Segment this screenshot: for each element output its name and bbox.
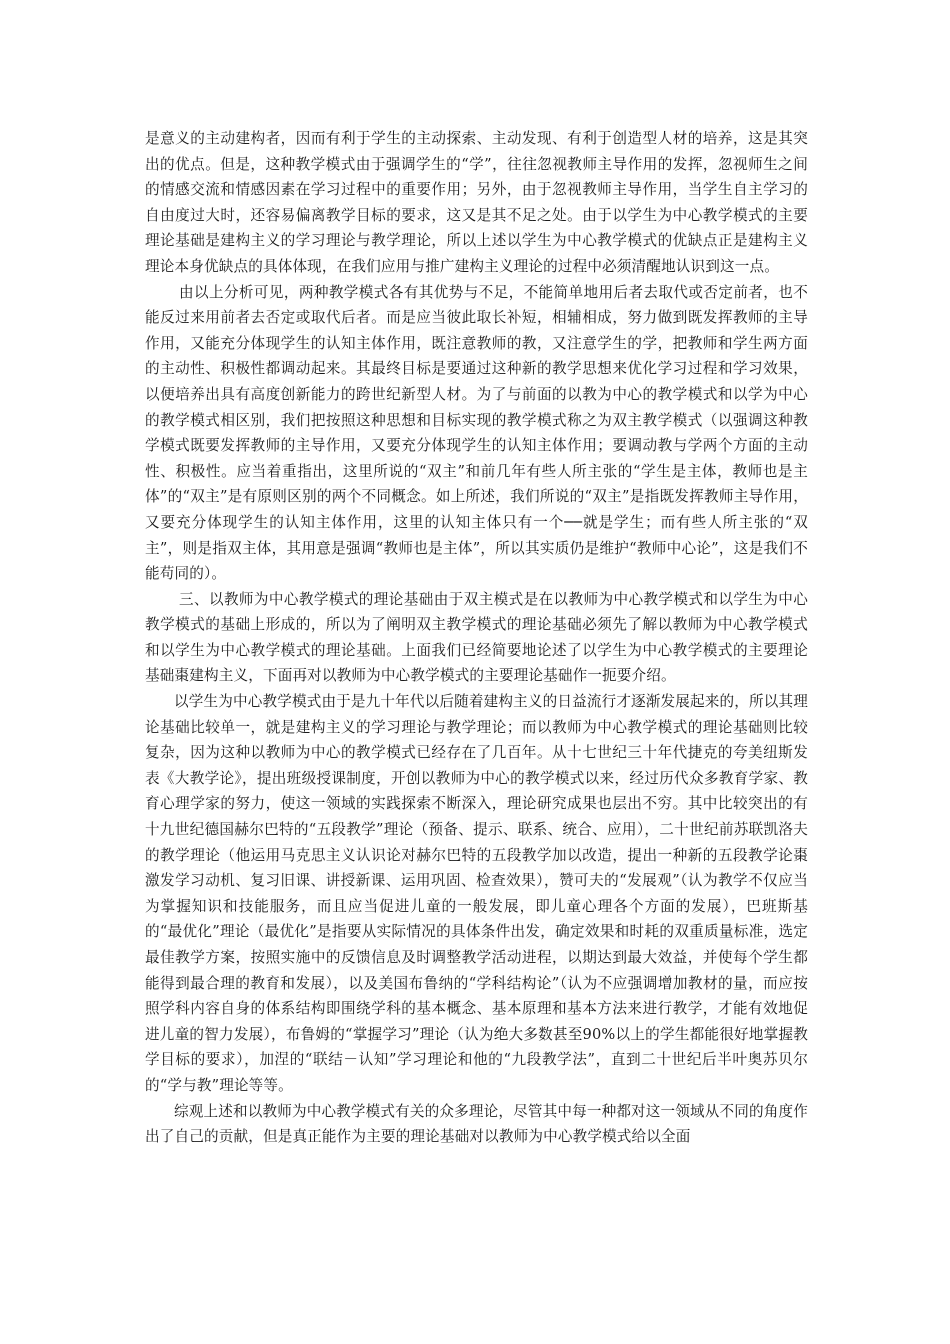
- paragraph-4: 以学生为中心教学模式由于是九十年代以后随着建构主义的日益流行才逐渐发展起来的，所以其理论基础比较单一，就是建构主义的学习理论与教学理论；而以教师为中心教学模式的理论基础则比较复杂，因为这种以教师为中心的教学模式已经存在了几百年。从十七世纪三十年代捷克的夸美纽斯发表《大教学论》，提出班级授课制度，开创以教师为中心的教学模式以来，经过历代众多教育学家、教育心理学家的努力，使这一领域的实践探索不断深入，理论研究成果也层出不穷。其中比较突出的有十九世纪德国赫尔巴特的“五段教学”理论（预备、提示、联系、统合、应用），二十世纪前苏联凯洛夫的教学理论（他运用马克思主义认识论对赫尔巴特的五段教学加以改造，提出一种新的五段教学论棗激发学习动机、复习旧课、讲授新课、运用巩固、检查效果），赞可夫的“发展观”（认为教学不仅应当为掌握知识和技能服务，而且应当促进儿童的一般发展，即儿童心理各个方面的发展），巴班斯基的“最优化”理论（最优化”是指要从实际情况的具体条件出发，确定效果和时耗的双重质量标准，选定最佳教学方案，按照实施中的反馈信息及时调整教学活动进程，以期达到最大效益，并使每个学生都能得到最合理的教育和发展），以及美国布鲁纳的“学科结构论”（认为不应强调增加教材的量，而应按照学科内容自身的体系结构即围绕学科的基本概念、基本原理和基本方法来进行教学，才能有效地促进儿童的智力发展），布鲁姆的“掌握学习”理论（认为绝大多数甚至90%以上的学生都能很好地掌握教学目标的要求），加涅的“联结－认知”学习理论和他的“九段教学法”，直到二十世纪后半叶奥苏贝尔的“学与教”理论等等。: [145, 693, 808, 1094]
- paragraph-1: 是意义的主动建构者，因而有利于学生的主动探索、主动发现、有利于创造型人材的培养，这是其突出的优点。但是，这种教学模式由于强调学生的“学”，往往忽视教师主导作用的发挥，忽视师生之间的情感交流和情感因素在学习过程中的重要作用；另外，由于忽视教师主导作用，当学生自主学习的自由度过大时，还容易偏离教学目标的要求，这又是其不足之处。由于以学生为中心教学模式的主要理论基础是建构主义的学习理论与教学理论，所以上述以学生为中心教学模式的优缺点正是建构主义理论本身优缺点的具体体现，在我们应用与推广建构主义理论的过程中必须清醒地认识到这一点。: [145, 130, 808, 275]
- section-heading-paragraph: 三、以教师为中心教学模式的理论基础由于双主模式是在以教师为中心教学模式和以学生为中心教学模式的基础上形成的，所以为了阐明双主教学模式的理论基础必须先了解以教师为中心教学模式和以学生为中心教学模式的理论基础。上面我们已经简要地论述了以学生为中心教学模式的主要理论基础棗建构主义，下面再对以教师为中心教学模式的主要理论基础作一扼要介绍。: [145, 590, 808, 685]
- paragraph-2: 由以上分析可见，两种教学模式各有其优势与不足，不能简单地用后者去取代或否定前者，也不能反过来用前者去否定或取代后者。而是应当彼此取长补短，相辅相成，努力做到既发挥教师的主导作用，又能充分体现学生的认知主体作用，既注意教师的教，又注意学生的学，把教师和学生两方面的主动性、积极性都调动起来。其最终目标是要通过这种新的教学思想来优化学习过程和学习效果，以便培养出具有高度创新能力的跨世纪新型人材。为了与前面的以教为中心的教学模式和以学为中心的教学模式相区别，我们把按照这种思想和目标实现的教学模式称之为双主教学模式（以强调这种教学模式既要发挥教师的主导作用，又要充分体现学生的认知主体作用；要调动教与学两个方面的主动性、积极性。应当着重指出，这里所说的“双主”和前几年有些人所主张的“学生是主体，教师也是主体”的“双主”是有原则区别的两个不同概念。如上所述，我们所说的“双主”是指既发挥教师主导作用，又要充分体现学生的认知主体作用，这里的认知主体只有一个──就是学生；而有些人所主张的“双主”，则是指双主体，其用意是强调“教师也是主体”，所以其实质仍是维护“教师中心论”，这是我们不能苟同的）。: [145, 283, 808, 583]
- paragraph-5: 综观上述和以教师为中心教学模式有关的众多理论，尽管其中每一种都对这一领域从不同的角度作出了自己的贡献，但是真正能作为主要的理论基础对以教师为中心教学模式给以全面: [145, 1102, 808, 1146]
- document-body: [145, 126, 808, 1150]
